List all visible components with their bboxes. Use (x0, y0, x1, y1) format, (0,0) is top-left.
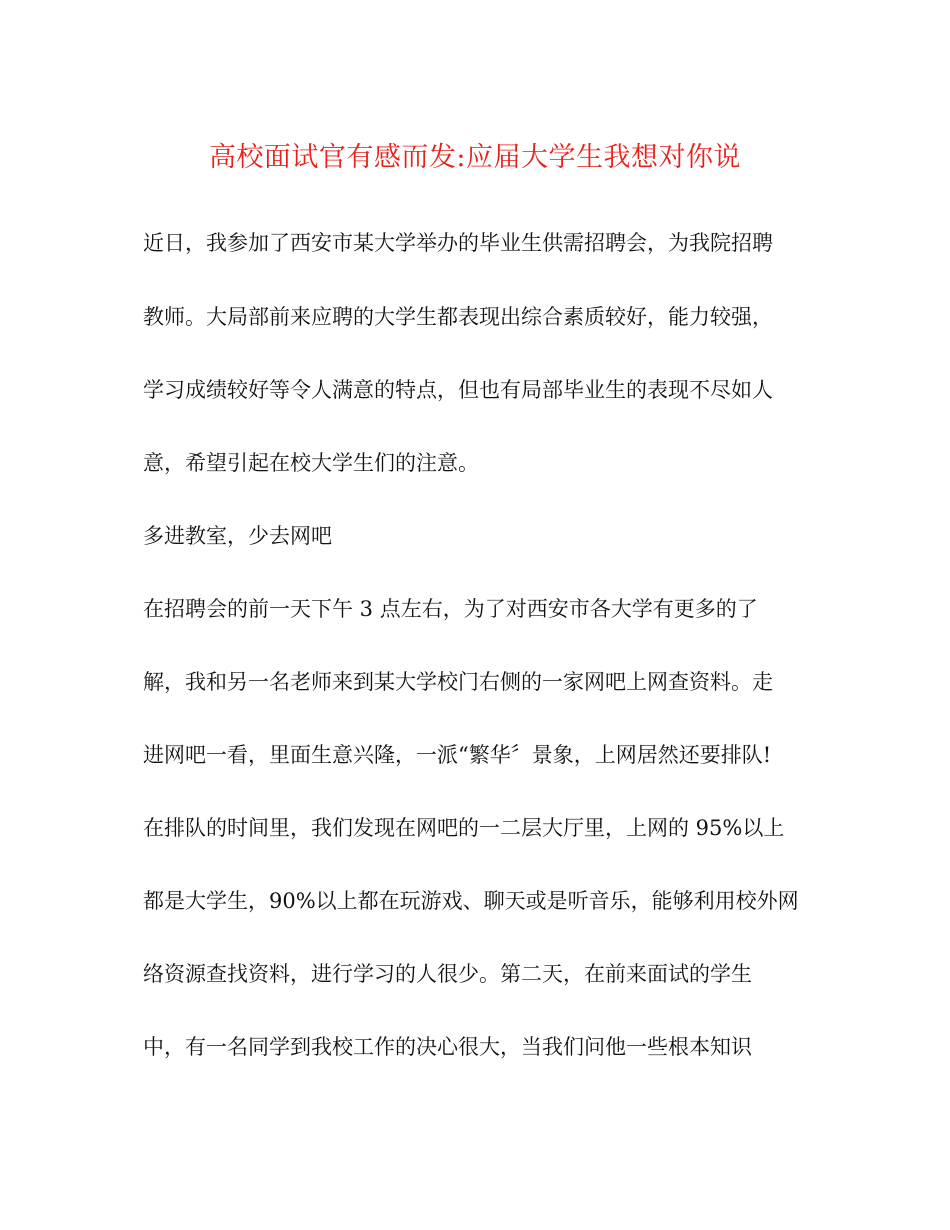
body-line: 解，我和另一名老师来到某大学校门右侧的一家网吧上网查资料。走 (143, 670, 773, 694)
section-heading: 多进教室，少去网吧 (143, 524, 332, 548)
body-line: 进网吧一看，里面生意兴隆，一派“繁华〞景象，上网居然还要排队! (143, 743, 772, 767)
body-line: 近日，我参加了西安市某大学举办的毕业生供需招聘会，为我院招聘 (143, 231, 773, 255)
body-line: 络资源查找资料，进行学习的人很少。第二天，在前来面试的学生 (143, 962, 752, 986)
body-line: 中，有一名同学到我校工作的决心很大，当我们问他一些根本知识 (143, 1035, 752, 1059)
body-line: 都是大学生，90%以上都在玩游戏、聊天或是听音乐，能够利用校外网 (143, 889, 799, 913)
body-line: 教师。大局部前来应聘的大学生都表现出综合素质较好，能力较强， (143, 305, 773, 329)
document-title: 高校面试官有感而发:应届大学生我想对你说 (208, 142, 742, 173)
body-line: 在排队的时间里，我们发现在网吧的一二层大厅里，上网的 95%以上 (143, 816, 785, 840)
body-line: 意，希望引起在校大学生们的注意。 (143, 451, 479, 475)
body-line: 在招聘会的前一天下午 3 点左右，为了对西安市各大学有更多的了 (143, 597, 758, 621)
body-line: 学习成绩较好等令人满意的特点，但也有局部毕业生的表现不尽如人 (143, 378, 773, 402)
